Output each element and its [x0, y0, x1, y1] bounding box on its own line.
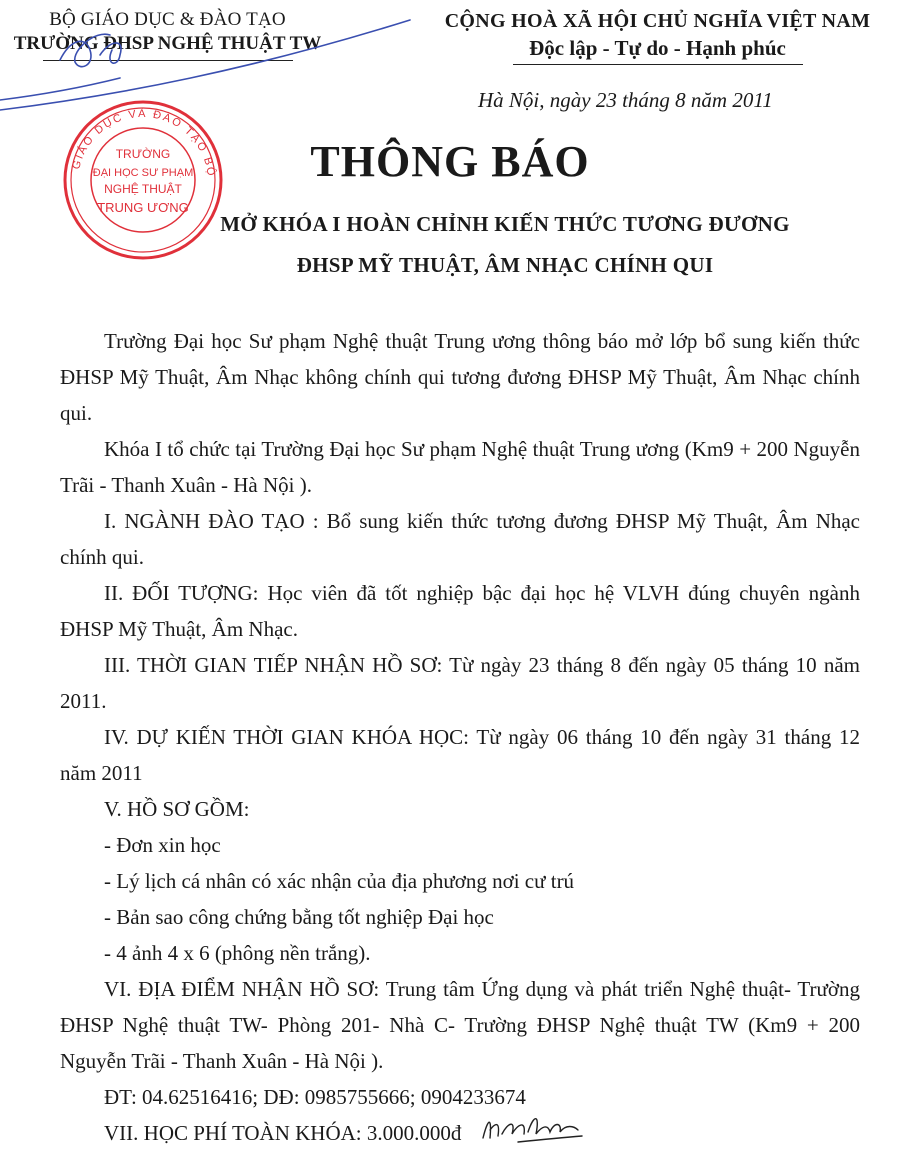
- intro-paragraph: Trường Đại học Sư phạm Nghệ thuật Trung ương thông báo mở lớp bổ sung kiến thức ĐHSP Mỹ Thuật, Âm Nhạc không chính qui tương đương ĐHSP Mỹ Thuật, Âm Nhạc chính qui.: [60, 329, 860, 425]
- section-application-period: III. THỜI GIAN TIẾP NHẬN HỒ SƠ: Từ ngày 23 tháng 8 đến ngày 05 tháng 10 năm 2011.: [60, 653, 860, 713]
- header-left-rule: [43, 60, 293, 61]
- national-header: [415, 8, 900, 65]
- section-tuition: VII. HỌC PHÍ TOÀN KHÓA: 3.000.000đ: [104, 1121, 462, 1145]
- section-eligibility: II. ĐỐI TƯỢNG: Học viên đã tốt nghiệp bậc đại học hệ VLVH đúng chuyên ngành ĐHSP Mỹ Thuật, Âm Nhạc.: [60, 581, 860, 641]
- issuer-header: [0, 8, 335, 61]
- document-item: - Lý lịch cá nhân có xác nhận của địa phương nơi cư trú: [104, 869, 575, 893]
- header-right-rule: [513, 64, 803, 65]
- section-documents-heading: V. HỒ SƠ GỒM:: [104, 797, 250, 821]
- country-name: CỘNG HOÀ XÃ HỘI CHỦ NGHĨA VIỆT NAM: [444, 10, 871, 32]
- section-submission-location: VI. ĐỊA ĐIỂM NHẬN HỒ SƠ: Trung tâm Ứng dụng và phát triển Nghệ thuật- Trường ĐHSP Nghệ thuật TW- Phòng 201- Nhà C- Trường ĐHSP Nghệ thuật TW (Km9 + 200 Nguyễn Trãi - Thanh Xuân - Hà Nội ).: [60, 977, 860, 1073]
- subtitle-line-1: MỞ KHÓA I HOÀN CHỈNH KIẾN THỨC TƯƠNG ĐƯƠNG: [220, 212, 790, 236]
- national-motto: Độc lập - Tự do - Hạnh phúc: [529, 36, 786, 60]
- document-item: - 4 ảnh 4 x 6 (phông nền trắng).: [104, 941, 371, 965]
- announcement-body: [60, 323, 860, 1151]
- document-title: THÔNG BÁO: [310, 137, 590, 186]
- subtitle-line-2: ĐHSP MỸ THUẬT, ÂM NHẠC CHÍNH QUI: [296, 253, 714, 277]
- section-course-period: IV. DỰ KIẾN THỜI GIAN KHÓA HỌC: Từ ngày 06 tháng 10 đến ngày 31 tháng 12 năm 2011: [60, 725, 860, 785]
- contact-phones: ĐT: 04.62516416; DĐ: 0985755666; 0904233674: [104, 1085, 526, 1109]
- document-item: - Bản sao công chứng bằng tốt nghiệp Đại học: [104, 905, 494, 929]
- section-training-field: I. NGÀNH ĐÀO TẠO : Bổ sung kiến thức tương đương ĐHSP Mỹ Thuật, Âm Nhạc chính qui.: [60, 509, 860, 569]
- stamp-line-2: ĐẠI HỌC SƯ PHẠM: [92, 167, 194, 179]
- date-line: Hà Nội, ngày 23 tháng 8 năm 2011: [478, 88, 773, 112]
- handwritten-initials: [478, 1108, 588, 1148]
- document-item: - Đơn xin học: [104, 833, 221, 857]
- stamp-line-3: NGHỆ THUẬT: [104, 182, 182, 196]
- stamp-line-1: TRƯỜNG: [115, 147, 171, 161]
- stamp-outer-text: GIÁO DỤC VÀ ĐÀO TẠO BỘ: [70, 107, 217, 179]
- school-name: TRƯỜNG ĐHSP NGHỆ THUẬT TW: [13, 33, 322, 54]
- ministry-name: BỘ GIÁO DỤC & ĐÀO TẠO: [49, 9, 286, 30]
- location-paragraph: Khóa I tổ chức tại Trường Đại học Sư phạm Nghệ thuật Trung ương (Km9 + 200 Nguyễn Trãi - Thanh Xuân - Hà Nội ).: [60, 437, 860, 497]
- stamp-line-4: TRUNG ƯƠNG: [97, 200, 189, 215]
